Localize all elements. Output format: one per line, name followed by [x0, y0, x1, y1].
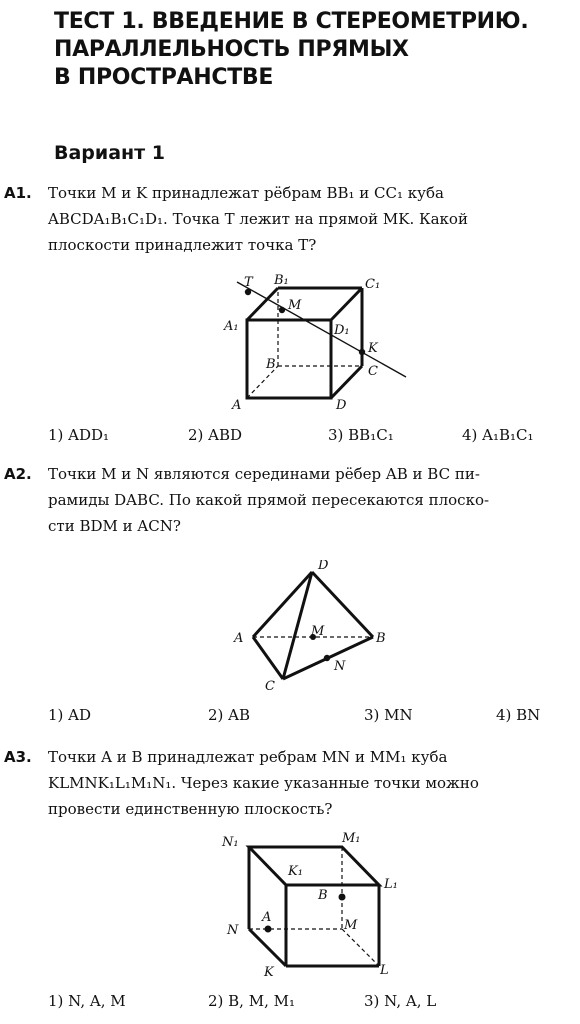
question-line: Точки M и K принадлежат рёбрам BB₁ и CC₁ куба	[48, 184, 444, 202]
point-label: C	[265, 679, 275, 694]
point-label: M	[288, 298, 302, 313]
answer-options	[48, 706, 576, 728]
question-line: рамиды DABC. По какой прямой пересекаются плоско-	[48, 491, 490, 509]
point-label: A₁	[224, 319, 239, 334]
point-label: D₁	[334, 323, 350, 338]
question-line: провести единственную плоскость?	[48, 800, 333, 818]
cube-figure-a3	[218, 828, 408, 980]
title-line: В ПРОСТРАНСТВЕ	[54, 65, 274, 90]
pyramid-figure-a2	[228, 560, 398, 694]
question-line: ABCDA₁B₁C₁D₁. Точка T лежит на прямой MK. Какой	[48, 210, 468, 228]
question-text	[48, 461, 576, 539]
question-line: плоскости принадлежит точка T?	[48, 236, 317, 254]
point-label: L₁	[384, 877, 398, 892]
answer-option[interactable]: 2) AB	[208, 706, 251, 724]
point-label: B₁	[274, 273, 289, 288]
point-label: A	[262, 910, 272, 925]
answer-option[interactable]: 4) A₁B₁C₁	[462, 426, 534, 444]
answer-option[interactable]: 3) MN	[364, 706, 413, 724]
question-line: Точки A и B принадлежат ребрам MN и MM₁ куба	[48, 748, 448, 766]
point-label: D	[336, 398, 347, 413]
question-text	[48, 180, 576, 258]
question-line: KLMNK₁L₁M₁N₁. Через какие указанные точки можно	[48, 774, 479, 792]
point-label: A	[234, 631, 244, 646]
point-label: N	[334, 659, 346, 674]
point-label: N	[227, 923, 239, 938]
point-label: K	[368, 341, 378, 356]
answer-option[interactable]: 1) N, A, M	[48, 992, 126, 1010]
answer-option[interactable]: 2) B, M, M₁	[208, 992, 295, 1010]
point-label: K₁	[288, 864, 303, 879]
point-label: M	[344, 918, 358, 933]
point-label: M	[311, 624, 325, 639]
answer-option[interactable]: 3) N, A, L	[364, 992, 437, 1010]
variant-heading: Вариант 1	[54, 142, 166, 164]
point-label: B	[376, 631, 386, 646]
point-label: B	[318, 888, 328, 903]
answer-option[interactable]: 4) BN	[496, 706, 541, 724]
point-label: D	[318, 560, 329, 573]
answer-option[interactable]: 3) BB₁C₁	[328, 426, 394, 444]
answer-options	[48, 426, 576, 448]
point-label: B	[266, 357, 276, 372]
question-line: Точки M и N являются серединами рёбер AB и BC пи-	[48, 465, 480, 483]
point-label: N₁	[222, 835, 239, 850]
answer-options	[48, 992, 576, 1014]
cube-figure-a1	[210, 262, 420, 418]
point-label: M₁	[342, 831, 361, 846]
answer-option[interactable]: 1) AD	[48, 706, 92, 724]
point-label: K	[264, 965, 274, 980]
answer-option[interactable]: 2) ABD	[188, 426, 243, 444]
question-line: сти BDM и ACN?	[48, 517, 181, 535]
title-line: ТЕСТ 1. ВВЕДЕНИЕ В СТЕРЕОМЕТРИЮ.	[54, 9, 529, 34]
question-number: A2.	[4, 465, 32, 483]
question-number: A3.	[4, 748, 32, 766]
test-title	[54, 8, 554, 92]
answer-option[interactable]: 1) ADD₁	[48, 426, 110, 444]
question-number: A1.	[4, 184, 32, 202]
point-label: C₁	[365, 277, 381, 292]
question-text	[48, 744, 576, 822]
point-label: C	[368, 364, 378, 379]
point-label: L	[380, 963, 389, 978]
title-line: ПАРАЛЛЕЛЬНОСТЬ ПРЯМЫХ	[54, 37, 409, 62]
point-label: T	[244, 275, 253, 290]
point-label: A	[232, 398, 242, 413]
